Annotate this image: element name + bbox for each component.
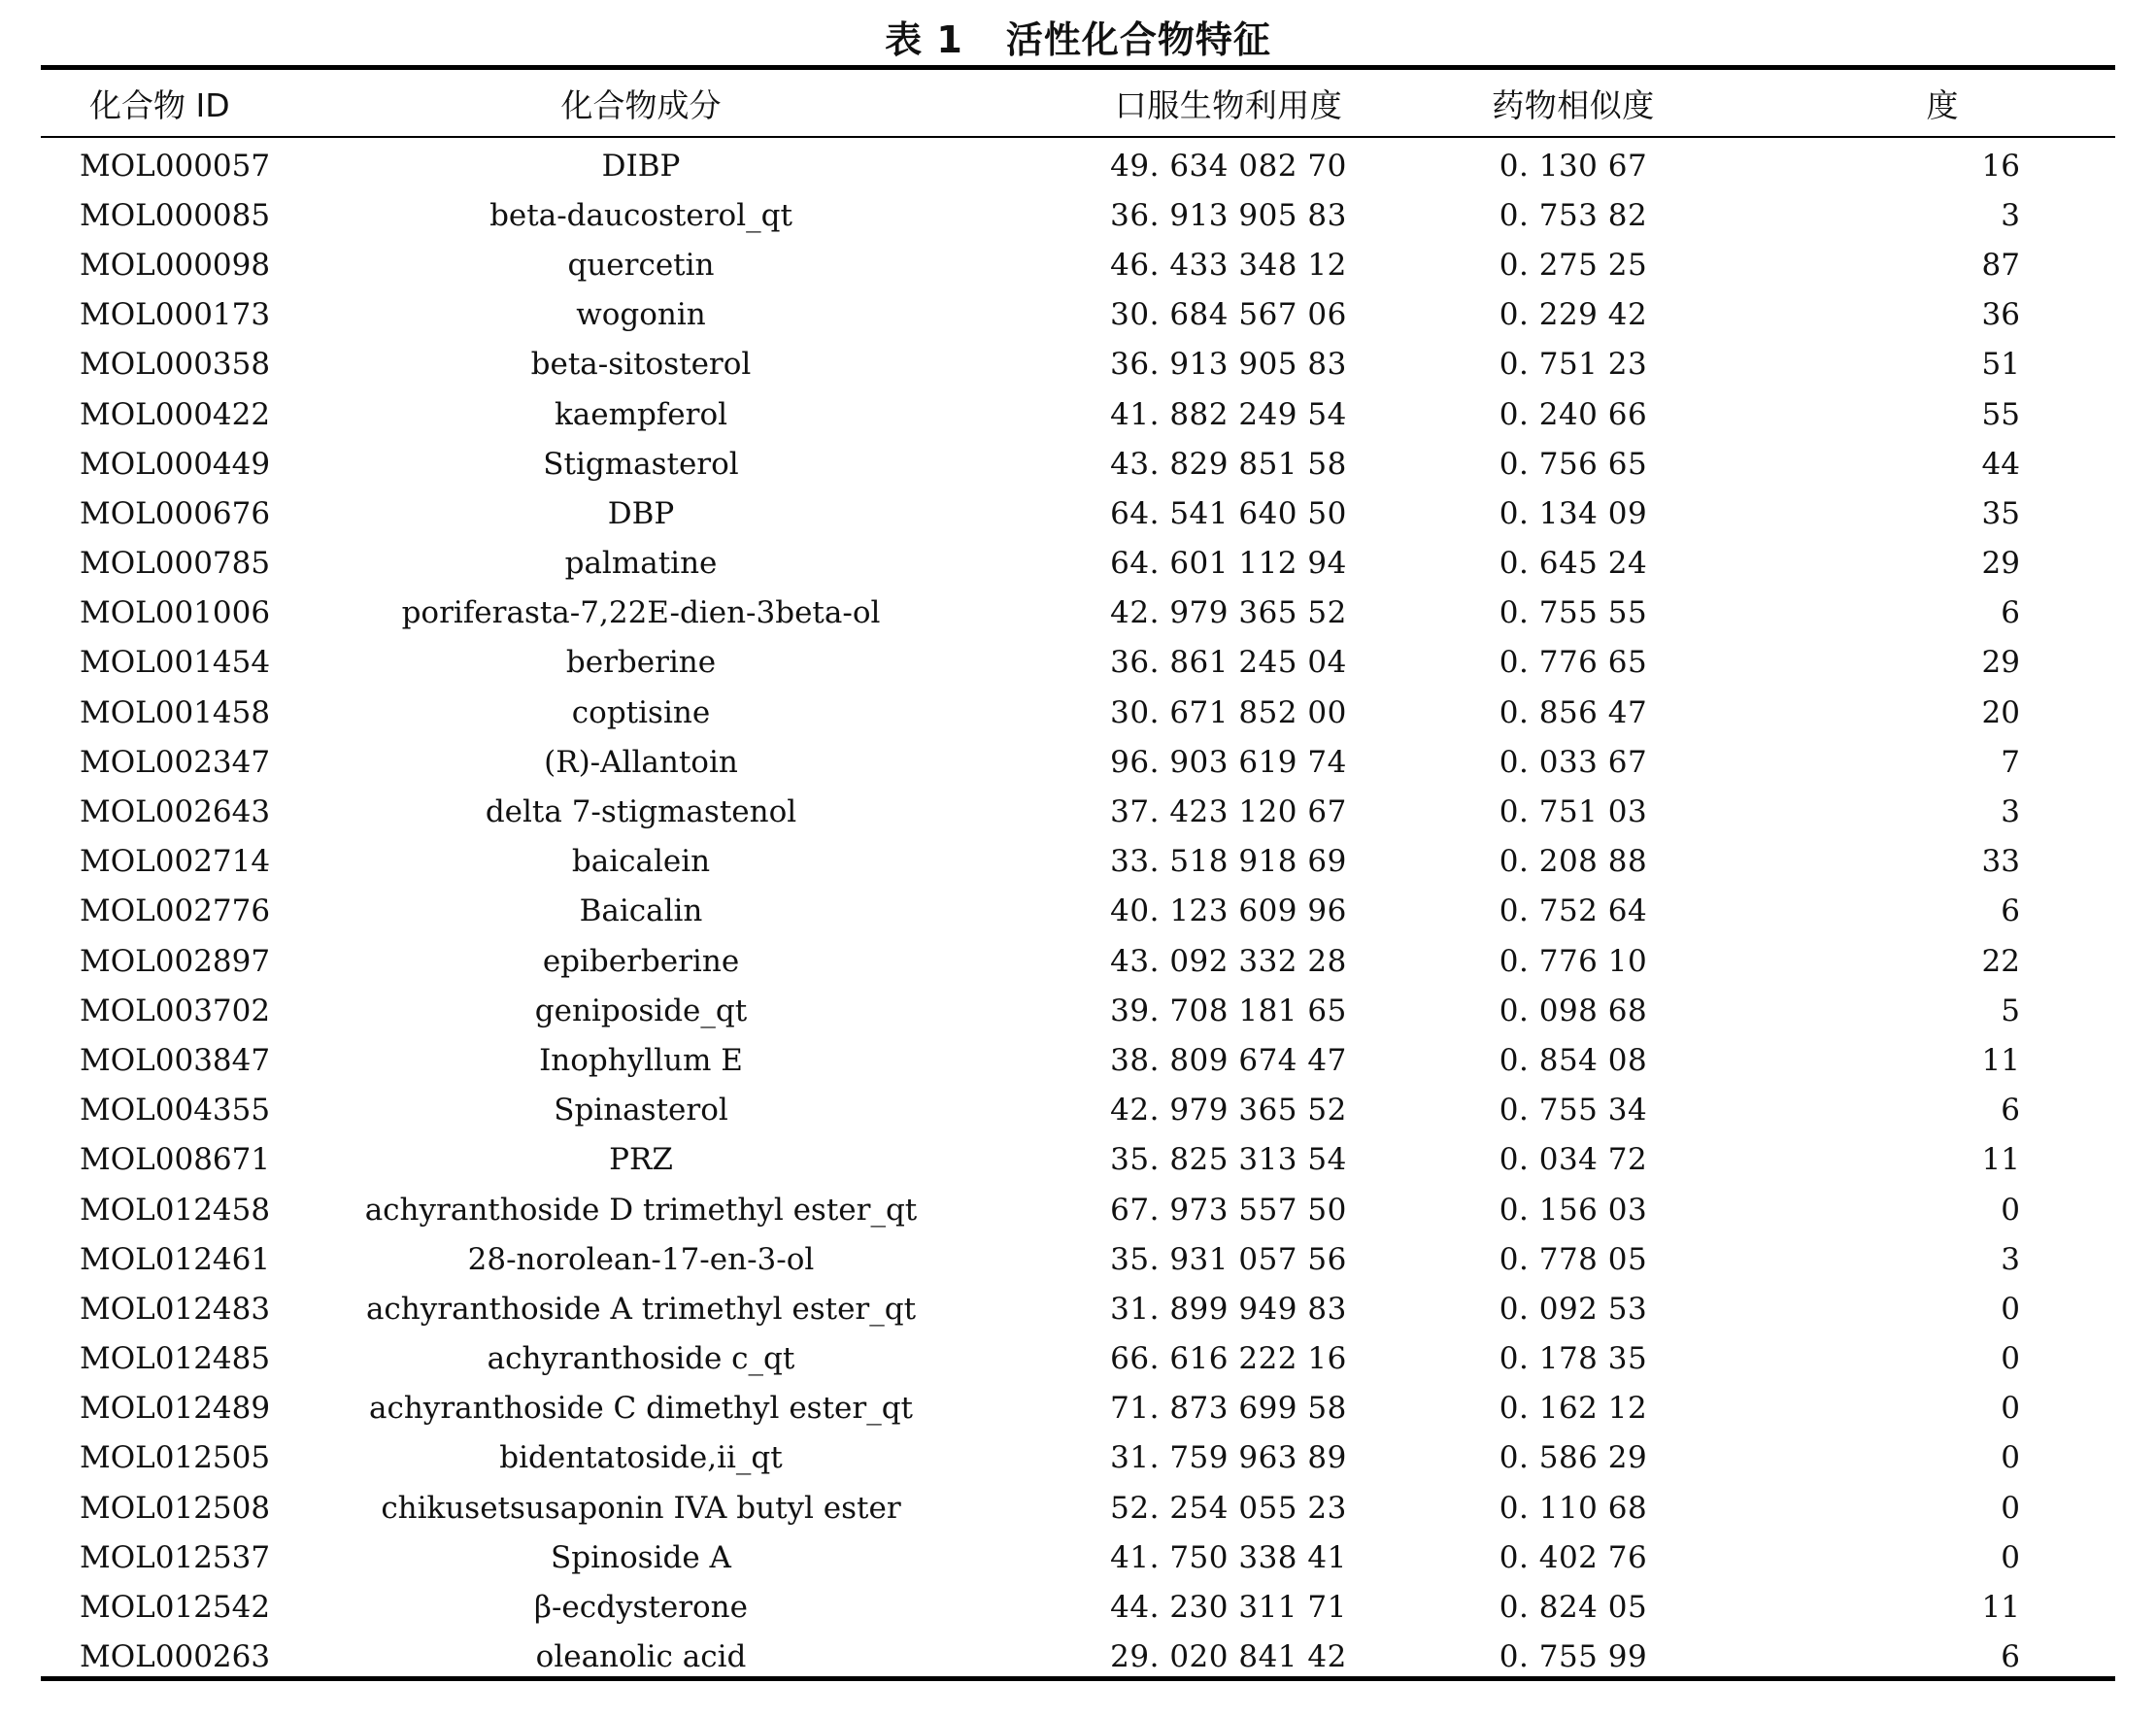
cell-compound-component: kaempferol [554, 396, 728, 432]
cell-compound-id: MOL004355 [80, 1093, 271, 1128]
cell-degree: 6 [2001, 893, 2020, 929]
cell-compound-component: β-ecdysterone [534, 1590, 748, 1626]
cell-drug-likeness: 0. 755 99 [1499, 1639, 1648, 1675]
cell-oral-bioavailability: 31. 759 963 89 [1110, 1440, 1347, 1476]
cell-oral-bioavailability: 37. 423 120 67 [1110, 794, 1347, 830]
cell-oral-bioavailability: 38. 809 674 47 [1110, 1042, 1347, 1078]
table-body [0, 141, 2156, 1682]
cell-compound-component: beta-sitosterol [530, 347, 752, 383]
cell-oral-bioavailability: 41. 750 338 41 [1110, 1539, 1347, 1575]
table-row [0, 1533, 2156, 1582]
header-oral-bioavailability: 口服生物利用度 [1114, 85, 1343, 124]
cell-degree: 29 [1981, 645, 2020, 681]
cell-degree: 0 [2001, 1341, 2020, 1377]
cell-drug-likeness: 0. 110 68 [1499, 1490, 1648, 1526]
cell-oral-bioavailability: 30. 671 852 00 [1110, 694, 1347, 730]
table-row [0, 986, 2156, 1035]
table-row [0, 1433, 2156, 1483]
table-row [0, 688, 2156, 737]
table-caption [0, 6, 2156, 66]
cell-compound-component: poriferasta-7,22E-dien-3beta-ol [401, 595, 881, 631]
cell-compound-id: MOL000422 [80, 396, 271, 432]
cell-compound-id: MOL002643 [80, 794, 271, 830]
cell-drug-likeness: 0. 134 09 [1499, 495, 1648, 531]
cell-compound-id: MOL008671 [80, 1142, 271, 1178]
cell-oral-bioavailability: 29. 020 841 42 [1110, 1639, 1347, 1675]
cell-compound-component: achyranthoside D trimethyl ester_qt [364, 1192, 918, 1228]
cell-degree: 0 [2001, 1539, 2020, 1575]
cell-compound-component: berberine [565, 645, 717, 681]
cell-compound-id: MOL012489 [80, 1391, 271, 1427]
table-row [0, 837, 2156, 887]
cell-compound-component: 28-norolean-17-en-3-ol [467, 1241, 815, 1277]
table-row [0, 389, 2156, 439]
cell-compound-component: Stigmasterol [543, 446, 739, 482]
cell-compound-component: (R)-Allantoin [544, 744, 738, 780]
cell-oral-bioavailability: 39. 708 181 65 [1110, 993, 1347, 1028]
table-row [0, 1384, 2156, 1433]
table-row [0, 1582, 2156, 1632]
cell-compound-id: MOL001458 [80, 694, 271, 730]
cell-drug-likeness: 0. 402 76 [1499, 1539, 1648, 1575]
cell-drug-likeness: 0. 586 29 [1499, 1440, 1648, 1476]
cell-compound-id: MOL012485 [80, 1341, 271, 1377]
cell-degree: 6 [2001, 595, 2020, 631]
cell-degree: 6 [2001, 1093, 2020, 1128]
table-header [0, 70, 2156, 136]
cell-degree: 44 [1981, 446, 2020, 482]
cell-degree: 55 [1981, 396, 2020, 432]
cell-compound-component: achyranthoside c_qt [487, 1341, 795, 1377]
table-row [0, 887, 2156, 936]
cell-degree: 0 [2001, 1291, 2020, 1327]
cell-compound-component: chikusetsusaponin IVA butyl ester [381, 1490, 901, 1526]
cell-drug-likeness: 0. 098 68 [1499, 993, 1648, 1028]
cell-compound-id: MOL000263 [80, 1639, 271, 1675]
table-row [0, 539, 2156, 589]
cell-compound-component: Inophyllum E [539, 1042, 743, 1078]
cell-drug-likeness: 0. 130 67 [1499, 148, 1648, 184]
cell-oral-bioavailability: 64. 541 640 50 [1110, 495, 1347, 531]
cell-drug-likeness: 0. 033 67 [1499, 744, 1648, 780]
cell-compound-component: epiberberine [542, 943, 740, 979]
cell-oral-bioavailability: 36. 861 245 04 [1110, 645, 1347, 681]
cell-drug-likeness: 0. 275 25 [1499, 247, 1648, 283]
cell-degree: 11 [1981, 1042, 2020, 1078]
cell-compound-id: MOL002347 [80, 744, 271, 780]
cell-compound-component: palmatine [564, 546, 718, 582]
cell-compound-id: MOL000173 [80, 297, 271, 333]
cell-drug-likeness: 0. 755 34 [1499, 1093, 1648, 1128]
cell-drug-likeness: 0. 854 08 [1499, 1042, 1648, 1078]
cell-compound-id: MOL012483 [80, 1291, 271, 1327]
cell-degree: 3 [2001, 1241, 2020, 1277]
cell-drug-likeness: 0. 756 65 [1499, 446, 1648, 482]
table-row [0, 936, 2156, 986]
cell-drug-likeness: 0. 753 82 [1499, 197, 1648, 233]
table-row [0, 488, 2156, 538]
cell-compound-id: MOL002776 [80, 893, 271, 929]
table-row [0, 240, 2156, 289]
table-row [0, 1483, 2156, 1533]
cell-degree: 0 [2001, 1490, 2020, 1526]
cell-oral-bioavailability: 35. 825 313 54 [1110, 1142, 1347, 1178]
cell-oral-bioavailability: 66. 616 222 16 [1110, 1341, 1347, 1377]
cell-compound-id: MOL012461 [80, 1241, 271, 1277]
cell-degree: 5 [2001, 993, 2020, 1028]
cell-oral-bioavailability: 31. 899 949 83 [1110, 1291, 1347, 1327]
cell-degree: 20 [1981, 694, 2020, 730]
cell-drug-likeness: 0. 824 05 [1499, 1590, 1648, 1626]
cell-oral-bioavailability: 96. 903 619 74 [1110, 744, 1347, 780]
header-drug-likeness: 药物相似度 [1492, 85, 1655, 124]
cell-drug-likeness: 0. 751 23 [1499, 347, 1648, 383]
cell-compound-id: MOL001006 [80, 595, 271, 631]
cell-compound-id: MOL001454 [80, 645, 271, 681]
cell-compound-id: MOL012508 [80, 1490, 271, 1526]
cell-compound-id: MOL012537 [80, 1539, 271, 1575]
cell-oral-bioavailability: 67. 973 557 50 [1110, 1192, 1347, 1228]
cell-oral-bioavailability: 35. 931 057 56 [1110, 1241, 1347, 1277]
cell-drug-likeness: 0. 229 42 [1499, 297, 1648, 333]
cell-compound-component: DBP [607, 495, 675, 531]
cell-compound-id: MOL000449 [80, 446, 271, 482]
cell-compound-component: geniposide_qt [534, 993, 748, 1028]
cell-oral-bioavailability: 40. 123 609 96 [1110, 893, 1347, 929]
cell-drug-likeness: 0. 162 12 [1499, 1391, 1648, 1427]
cell-drug-likeness: 0. 156 03 [1499, 1192, 1648, 1228]
cell-drug-likeness: 0. 751 03 [1499, 794, 1648, 830]
cell-oral-bioavailability: 46. 433 348 12 [1110, 247, 1347, 283]
table-row [0, 1334, 2156, 1384]
cell-oral-bioavailability: 43. 829 851 58 [1110, 446, 1347, 482]
cell-compound-component: delta 7-stigmastenol [485, 794, 797, 830]
cell-compound-id: MOL000098 [80, 247, 271, 283]
cell-drug-likeness: 0. 776 65 [1499, 645, 1648, 681]
cell-compound-component: achyranthoside A trimethyl ester_qt [365, 1291, 917, 1327]
table-row [0, 1185, 2156, 1234]
cell-compound-id: MOL000785 [80, 546, 271, 582]
table-row [0, 1086, 2156, 1135]
cell-degree: 16 [1981, 148, 2020, 184]
table-row [0, 1633, 2156, 1682]
cell-degree: 29 [1981, 546, 2020, 582]
cell-oral-bioavailability: 44. 230 311 71 [1110, 1590, 1347, 1626]
cell-oral-bioavailability: 43. 092 332 28 [1110, 943, 1347, 979]
cell-compound-component: Spinoside A [551, 1539, 731, 1575]
cell-oral-bioavailability: 41. 882 249 54 [1110, 396, 1347, 432]
cell-degree: 0 [2001, 1192, 2020, 1228]
table-row [0, 1135, 2156, 1185]
cell-degree: 51 [1981, 347, 2020, 383]
cell-compound-component: achyranthoside C dimethyl ester_qt [369, 1391, 913, 1427]
cell-compound-component: PRZ [609, 1142, 673, 1178]
cell-oral-bioavailability: 64. 601 112 94 [1110, 546, 1347, 582]
cell-drug-likeness: 0. 755 55 [1499, 595, 1648, 631]
table-row [0, 1035, 2156, 1085]
cell-compound-component: beta-daucosterol_qt [489, 197, 792, 233]
cell-compound-id: MOL002714 [80, 844, 271, 880]
cell-degree: 22 [1981, 943, 2020, 979]
table-row [0, 737, 2156, 787]
cell-compound-component: oleanolic acid [535, 1639, 747, 1675]
cell-compound-id: MOL012458 [80, 1192, 271, 1228]
table-row [0, 439, 2156, 488]
cell-drug-likeness: 0. 778 05 [1499, 1241, 1648, 1277]
cell-compound-component: baicalein [571, 844, 711, 880]
cell-compound-component: wogonin [576, 297, 706, 333]
cell-compound-id: MOL000358 [80, 347, 271, 383]
cell-compound-id: MOL000057 [80, 148, 271, 184]
table-row [0, 340, 2156, 389]
cell-oral-bioavailability: 42. 979 365 52 [1110, 1093, 1347, 1128]
cell-compound-id: MOL002897 [80, 943, 271, 979]
cell-degree: 3 [2001, 197, 2020, 233]
cell-compound-component: quercetin [567, 247, 715, 283]
cell-drug-likeness: 0. 208 88 [1499, 844, 1648, 880]
table-number: 表 1 [885, 17, 963, 61]
cell-oral-bioavailability: 71. 873 699 58 [1110, 1391, 1347, 1427]
cell-compound-component: Baicalin [579, 893, 703, 929]
table-row [0, 1284, 2156, 1333]
cell-compound-component: bidentatoside,ii_qt [499, 1440, 783, 1476]
cell-degree: 6 [2001, 1639, 2020, 1675]
cell-compound-id: MOL003847 [80, 1042, 271, 1078]
table-row [0, 1234, 2156, 1284]
table-row [0, 638, 2156, 688]
cell-degree: 0 [2001, 1391, 2020, 1427]
cell-degree: 36 [1981, 297, 2020, 333]
table-title: 活性化合物特征 [1005, 17, 1271, 61]
cell-drug-likeness: 0. 178 35 [1499, 1341, 1648, 1377]
cell-drug-likeness: 0. 752 64 [1499, 893, 1648, 929]
cell-drug-likeness: 0. 034 72 [1499, 1142, 1648, 1178]
table-row [0, 589, 2156, 638]
table-row [0, 190, 2156, 240]
cell-degree: 33 [1981, 844, 2020, 880]
cell-compound-id: MOL000676 [80, 495, 271, 531]
cell-compound-component: DIBP [601, 148, 681, 184]
cell-oral-bioavailability: 30. 684 567 06 [1110, 297, 1347, 333]
cell-compound-component: coptisine [571, 694, 711, 730]
cell-degree: 0 [2001, 1440, 2020, 1476]
cell-oral-bioavailability: 33. 518 918 69 [1110, 844, 1347, 880]
cell-drug-likeness: 0. 645 24 [1499, 546, 1648, 582]
header-rule [41, 136, 2115, 138]
bottom-rule [41, 1676, 2115, 1681]
cell-degree: 35 [1981, 495, 2020, 531]
cell-oral-bioavailability: 36. 913 905 83 [1110, 347, 1347, 383]
cell-degree: 11 [1981, 1590, 2020, 1626]
cell-degree: 11 [1981, 1142, 2020, 1178]
cell-oral-bioavailability: 49. 634 082 70 [1110, 148, 1347, 184]
header-degree: 度 [1926, 85, 1959, 124]
table-row [0, 141, 2156, 190]
cell-degree: 87 [1981, 247, 2020, 283]
cell-compound-id: MOL012505 [80, 1440, 271, 1476]
cell-drug-likeness: 0. 856 47 [1499, 694, 1648, 730]
cell-drug-likeness: 0. 092 53 [1499, 1291, 1648, 1327]
cell-drug-likeness: 0. 240 66 [1499, 396, 1648, 432]
cell-compound-id: MOL012542 [80, 1590, 271, 1626]
cell-oral-bioavailability: 52. 254 055 23 [1110, 1490, 1347, 1526]
cell-compound-id: MOL003702 [80, 993, 271, 1028]
cell-drug-likeness: 0. 776 10 [1499, 943, 1648, 979]
cell-compound-component: Spinasterol [554, 1093, 728, 1128]
cell-oral-bioavailability: 42. 979 365 52 [1110, 595, 1347, 631]
table-row [0, 290, 2156, 340]
header-compound-component: 化合物成分 [560, 85, 722, 124]
header-compound-id: 化合物 ID [89, 85, 230, 124]
cell-oral-bioavailability: 36. 913 905 83 [1110, 197, 1347, 233]
cell-degree: 3 [2001, 794, 2020, 830]
table-row [0, 787, 2156, 836]
cell-degree: 7 [2001, 744, 2020, 780]
cell-compound-id: MOL000085 [80, 197, 271, 233]
